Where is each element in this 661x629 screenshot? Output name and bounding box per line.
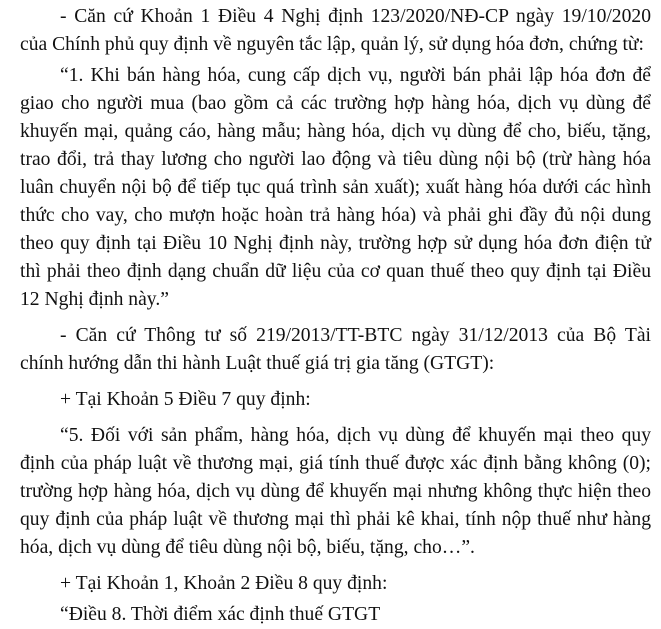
paragraph-clause-5-article-7: + Tại Khoản 5 Điều 7 quy định: xyxy=(60,389,311,410)
paragraph-quote-invoice-rule: “1. Khi bán hàng hóa, cung cấp dịch vụ, người bán phải lập hóa đơn để giao cho người mua (bao gồm cả các trường hợp hàng hóa, dịch vụ dùng để khuyến mại, quảng cáo, hàng mẫu; hàng hóa, dịch vụ dùng để cho, biếu, tặng, trao đổi, trả thay lương cho người lao động và tiêu dùng nội bộ (trừ hàng hóa luân chuyển nội bộ để tiếp tục quá trình sản xuất); xuất hàng hóa dưới các hình thức cho vay, cho mượn hoặc hoàn trả hàng hóa) và phải ghi đầy đủ nội dung theo quy định tại Điều 10 Nghị định này, trường hợp sử dụng hóa đơn điện tử thì phải theo định dạng chuẩn dữ liệu của cơ quan thuế theo quy định tại Điều 12 Nghị định này.” xyxy=(20,65,651,310)
paragraph-clause-1-2-article-8: + Tại Khoản 1, Khoản 2 Điều 8 quy định: xyxy=(60,573,388,594)
paragraph-legal-basis-decree: - Căn cứ Khoản 1 Điều 4 Nghị định 123/2020/NĐ-CP ngày 19/10/2020 của Chính phủ quy định về nguyên tắc lập, quản lý, sử dụng hóa đơn, chứng từ: xyxy=(20,6,651,55)
paragraph-legal-basis-circular: - Căn cứ Thông tư số 219/2013/TT-BTC ngày 31/12/2013 của Bộ Tài chính hướng dẫn thi hành Luật thuế giá trị gia tăng (GTGT): xyxy=(20,325,651,374)
paragraph-article-8-heading: “Điều 8. Thời điểm xác định thuế GTGT xyxy=(60,604,381,625)
paragraph-quote-promotion-rule: “5. Đối với sản phẩm, hàng hóa, dịch vụ dùng để khuyến mại theo quy định của pháp luật về thương mại, giá tính thuế được xác định bằng không (0); trường hợp hàng hóa, dịch vụ dùng để khuyến mại nhưng không thực hiện theo quy định của pháp luật về thương mại thì phải kê khai, tính nộp thuế như hàng hóa, dịch vụ dùng để tiêu dùng nội bộ, biếu, tặng, cho…”. xyxy=(20,425,651,558)
